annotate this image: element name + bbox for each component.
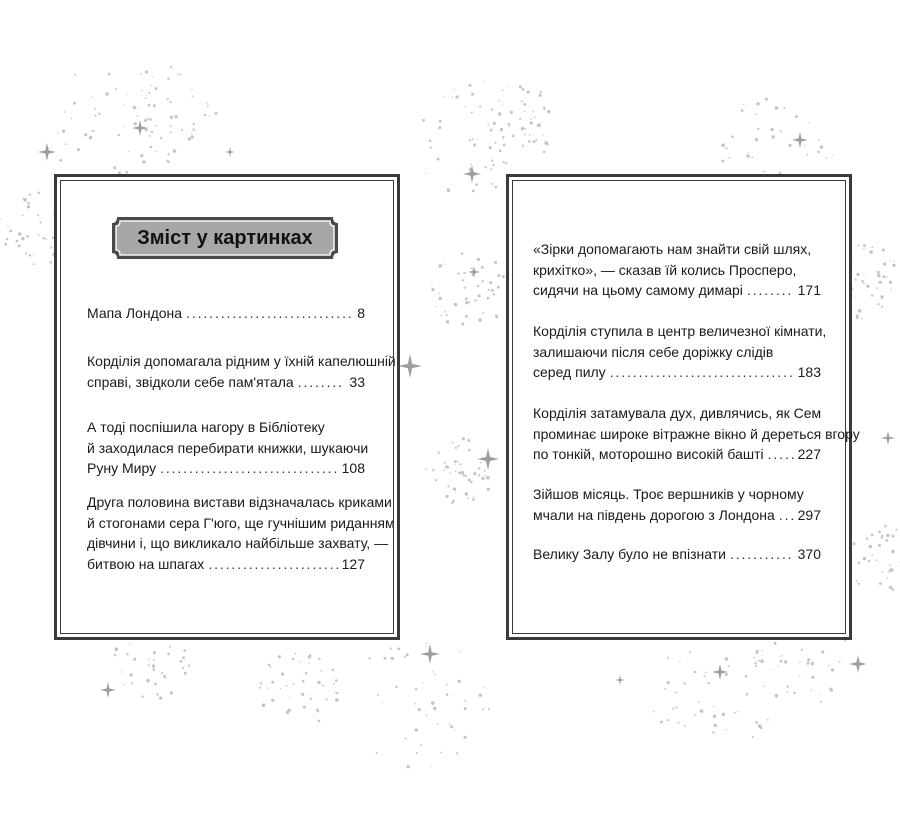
page-number: 127 xyxy=(341,555,365,572)
contents-entry xyxy=(533,403,860,465)
page-number: 297 xyxy=(797,506,821,523)
right-contents-frame xyxy=(506,174,860,640)
contents-title: Зміст у картинках xyxy=(137,226,313,249)
entry-caption-line: Руну Миру xyxy=(87,460,157,476)
page-number: 183 xyxy=(797,364,821,380)
contents-entry xyxy=(87,492,395,574)
entry-caption-line: Велику Залу було не впізнати xyxy=(533,546,726,562)
entry-caption-line: дівчини і, що викликало найбільше захвату, — xyxy=(87,535,389,551)
entry-caption-line: залишаючи після себе доріжку слідів xyxy=(533,343,774,360)
dot-leader xyxy=(768,444,794,465)
contents-entry xyxy=(533,544,821,565)
page-number: 108 xyxy=(341,460,365,476)
contents-entry xyxy=(87,351,396,392)
entry-leader-line xyxy=(533,362,821,383)
contents-entry xyxy=(87,417,369,479)
entry-caption-line: серед пилу xyxy=(533,364,606,380)
contents-entry xyxy=(87,303,365,324)
entry-caption-line: крихітко», — сказав їй колись Просперо, xyxy=(533,261,797,278)
page-number: 8 xyxy=(357,305,365,321)
entry-leader-line xyxy=(87,303,365,324)
entry-caption-line: по тонкій, моторошно високій башті xyxy=(533,446,764,462)
dot-leader xyxy=(160,458,338,479)
entry-caption-line: Друга половина вистави відзначалась криками xyxy=(87,494,392,510)
entry-caption-line: мчали на південь дорогою з Лондона xyxy=(533,506,775,523)
dot-leader xyxy=(186,303,353,324)
entry-leader-line xyxy=(87,372,365,393)
entry-caption-line: й стогонами сера Г'юго, ще гучнішим риданням xyxy=(87,514,395,531)
dot-leader xyxy=(747,280,794,301)
entry-caption-line: Зійшов місяць. Троє вершників у чорному xyxy=(533,486,804,502)
entry-caption-line: Корділія ступила в центр величезної кімнати, xyxy=(533,323,827,339)
entry-leader-line xyxy=(533,444,821,465)
entry-caption-line: Корділія затамувала дух, дивлячись, як Сем xyxy=(533,405,822,421)
dot-leader xyxy=(610,362,794,383)
dot-leader xyxy=(298,372,346,393)
entry-leader-line xyxy=(87,458,365,479)
entry-caption-line: Мапа Лондона xyxy=(87,305,183,321)
contents-entry xyxy=(533,484,821,525)
entry-leader-line xyxy=(533,505,821,526)
dot-leader xyxy=(208,554,337,575)
entry-caption-line: проминає широке вітражне вікно й дереться вгору xyxy=(533,425,860,442)
entry-caption-line: сидячи на цьому самому димарі xyxy=(533,282,743,298)
left-contents-frame xyxy=(54,174,400,640)
dot-leader xyxy=(730,544,794,565)
dot-leader xyxy=(779,505,794,526)
entry-caption-line: битвою на шпагах xyxy=(87,555,205,572)
contents-title-banner xyxy=(109,213,341,263)
entry-caption-line: «Зірки допомагають нам знайти свій шлях, xyxy=(533,241,812,257)
entry-caption-line: Корділія допомагала рідним у їхній капелюшній xyxy=(87,353,396,369)
page-number: 171 xyxy=(797,282,821,298)
page-number: 370 xyxy=(797,546,821,562)
contents-entry xyxy=(533,239,821,301)
page-number: 33 xyxy=(349,373,365,390)
contents-entry xyxy=(533,321,827,383)
entry-caption-line: А тоді поспішила нагору в Бібліотеку xyxy=(87,419,325,435)
entry-leader-line xyxy=(533,544,821,565)
page-number: 227 xyxy=(797,446,821,462)
entry-leader-line xyxy=(533,280,821,301)
entry-caption-line: й заходилася перебирати книжки, шукаючи xyxy=(87,439,369,456)
entry-leader-line xyxy=(87,554,365,575)
entry-caption-line: справі, звідколи себе пам'ятала xyxy=(87,373,294,390)
